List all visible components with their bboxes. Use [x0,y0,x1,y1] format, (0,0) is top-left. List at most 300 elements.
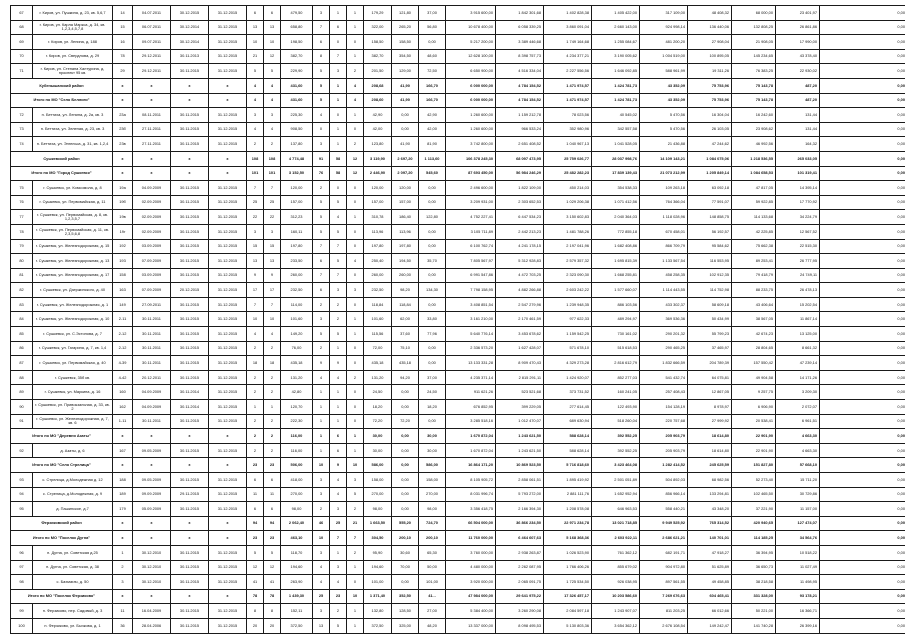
table-cell: 204 789,39 [688,356,732,371]
table-cell: 0 [347,414,364,429]
table-cell: 31.12.2015 [209,575,247,590]
table-cell: 265,20 [392,20,419,35]
table-cell: 20 [264,618,281,633]
table-cell: x [209,166,247,181]
table-cell: x [209,151,247,166]
table-cell: 354 538,33 [592,181,640,196]
table-cell: 09.07.2011 [133,35,171,50]
table-cell: 5 312 928,83 [496,254,544,269]
table-cell: 2 [313,341,330,356]
table-cell: 1 012 470,07 [496,414,544,429]
table-cell: 0 [330,35,347,50]
table-cell: 160 [113,385,133,400]
table-cell: 7 [330,239,347,254]
table-cell: 10 [347,458,364,473]
table-cell: 518 260,04 [592,414,640,429]
table-cell: x [171,516,209,531]
table-cell: 30.11.2015 [171,356,209,371]
table-cell: 2 697,20 [392,151,419,166]
table-cell: 1 [330,341,347,356]
table-cell: 31.12.2015 [209,400,247,415]
table-cell: 95,90 [364,545,392,560]
table-cell: 160,11 [281,224,313,239]
table-cell: 79 [11,239,33,254]
table-cell: 47 918,27 [688,545,732,560]
table-cell: 31.12.2015 [209,545,247,560]
table-cell: 966 533,24 [496,122,544,137]
table-cell: 5 130 803,36 [544,618,592,633]
table-cell: 2 446,90 [364,166,392,181]
table-cell: 2 [247,414,264,429]
table-cell: 3 [113,575,133,590]
table-cell: 18 [264,356,281,371]
table-cell: 0,00 [392,487,419,502]
table-cell: x [171,589,209,604]
table-cell: 1 439,30 [281,589,313,604]
table-cell: 7 798 158,95 [446,283,496,298]
table-cell: 186,40 [392,210,419,225]
table-cell: 71 [11,64,33,79]
table-cell: Итого по МО "Село Беллиги" [11,93,113,108]
table-cell: 0,00 [419,414,446,429]
table-cell: 18 [247,356,264,371]
table-cell: 11 498,95 [776,575,820,590]
table-cell: 24,50 [364,385,392,400]
table-cell: 2 197 041,96 [544,239,592,254]
table-cell: 1 627 428,07 [496,341,544,356]
table-cell: 4 [347,78,364,93]
table-row [11,254,905,269]
table-cell: 11 157,00 [776,502,820,517]
table-cell: 31.12.2015 [209,414,247,429]
table-cell: 0,00 [820,268,905,283]
table-cell: 48,20 [419,618,446,633]
table-cell: 93 [11,473,33,488]
table-cell: 29.12.2011 [133,49,171,64]
table-cell: 431,60 [281,78,313,93]
table-cell: 41,90 [392,78,419,93]
table-cell: 0,00 [820,545,905,560]
table-cell: 392 552,25 [592,429,640,444]
table-cell: 31.12.2015 [209,443,247,458]
table-cell: 2 [330,297,347,312]
table-cell: 2 262 087,95 [496,560,544,575]
table-cell: 12 628 100,00 [446,49,496,64]
table-cell: 8 105 905,72 [446,473,496,488]
table-cell: x [133,429,171,444]
table-cell: 23б [113,122,133,137]
table-cell: 506,00 [281,458,313,473]
table-cell: 26 777,95 [776,254,820,269]
table-cell: 6 000 000,00 [446,78,496,93]
table-cell: x [113,93,133,108]
table-cell: 95 [11,502,33,517]
table-cell: 75 753,96 [688,78,732,93]
table-cell: Итого по МО "Поселок Ферзиково" [11,589,113,604]
table-cell: 2-12 [113,327,133,342]
table-cell: г. Сушкевск, ул. Первомайская, д. 40 [33,356,113,371]
table-cell: 13 337 000,00 [446,618,496,633]
table-cell: п. Беттиха, ул. Ленина, д. 2а, кв. 3 [33,108,113,123]
table-cell: 588 628,14 [544,429,592,444]
table-cell: 30.11.2015 [171,297,209,312]
table-cell: 37,60 [392,327,419,342]
table-cell: 30.11.2015 [171,575,209,590]
table-cell: 78 [264,589,281,604]
table-cell: 78 [113,49,133,64]
table-cell: 3 [330,283,347,298]
table-cell: 77,96 [419,327,446,342]
table-cell: 31.12.2015 [209,327,247,342]
table-cell: 3 654 362,12 [592,618,640,633]
table-cell: 2 [313,297,330,312]
table-cell: 17 [247,283,264,298]
table-cell: 13 021 718,85 [592,516,640,531]
table-cell: 69 [11,35,33,50]
table-cell: 1 [247,400,264,415]
table-cell: 03.09.2009 [133,268,171,283]
table-cell: 270,00 [419,487,446,502]
table-cell: 101,60 [281,312,313,327]
table-cell: 0,00 [820,6,905,21]
table-cell: 30.11.2015 [171,312,209,327]
table-cell: 2 [247,137,264,152]
table-cell: 70,00 [392,560,419,575]
table-cell: 145 234,65 [732,49,776,64]
table-row [11,356,905,371]
table-cell: 131,20 [364,370,392,385]
table-cell: 1 405 422,00 [592,6,640,21]
table-row [11,473,905,488]
table-cell: 6 [264,6,281,21]
table-row [11,210,905,225]
table-cell: 18,20 [364,400,392,415]
table-cell: 133 294,81 [688,487,732,502]
table-cell: 17 326 457,17 [544,589,592,604]
table-cell: x [113,78,133,93]
table-cell: 0 [330,181,347,196]
table-cell: 1 424 781,73 [592,78,640,93]
table-cell: 166,70 [419,78,446,93]
table-cell: 2 [264,385,281,400]
table-cell: x [171,531,209,546]
table-cell: 4 235 371,14 [446,370,496,385]
table-cell: 1 239 948,35 [544,297,592,312]
table-cell: 2 603 922,11 [592,531,640,546]
table-cell: x [133,458,171,473]
table-cell: 31.12.2015 [209,268,247,283]
table-cell: 7 [313,20,330,35]
table-cell: 29 641 975,22 [496,589,544,604]
table-cell: 137,80 [281,137,313,152]
table-cell: 8 [313,49,330,64]
table-cell: 8 661,32 [776,341,820,356]
table-cell: 79 418,79 [732,268,776,283]
table-cell: 0 [347,181,364,196]
table-cell: 30,60 [392,545,419,560]
table-cell: 86 [11,341,33,356]
table-cell: 2 [347,137,364,152]
table-cell: 2 [313,502,330,517]
table-cell: 1 [347,108,364,123]
table-cell: 23 [330,589,347,604]
table-cell: 15 [247,239,264,254]
table-cell: 277 614,45 [544,400,592,415]
table-cell: 14 [113,6,133,21]
table-cell: 98,00 [281,502,313,517]
table-cell: 450 214,03 [544,181,592,196]
table-cell: 102 465,50 [732,487,776,502]
table-cell: 0,00 [419,356,446,371]
table-cell: 541 432,74 [640,370,688,385]
table-cell: 154 128,19 [640,400,688,415]
table-cell: 3 742 800,00 [446,137,496,152]
table-cell: п. Беттиха, ул. Энгельса, д. 31, кв. 1,2,4 [33,137,113,152]
table-cell: 38 218,58 [732,575,776,590]
table-cell: 0,00 [820,210,905,225]
table-cell: 141 740,28 [732,618,776,633]
table-cell: 36 394,95 [732,545,776,560]
table-cell: 82 [11,283,33,298]
table-cell: 6 650 900,00 [446,64,496,79]
table-cell: 2 [347,502,364,517]
table-cell: 15 [113,20,133,35]
table-cell: 3 [313,545,330,560]
table-cell: 225,30 [281,108,313,123]
table-cell: 1 040 967,13 [544,137,592,152]
table-cell: 3 [347,283,364,298]
table-cell: 108 [247,151,264,166]
table-cell: 208,68 [364,78,392,93]
table-cell: г. Сушкевск, ул. Дзержинского, д. 40 [33,283,113,298]
table-cell: 19в [113,210,133,225]
table-cell: 10 203 586,60 [592,589,640,604]
table-cell: 1 [347,604,364,619]
table-cell: 07.09.2009 [133,283,171,298]
table-cell: 31.12.2015 [209,64,247,79]
table-cell: 3 209,30 [776,385,820,400]
table-cell: 4 663,30 [776,429,820,444]
table-cell: x [209,458,247,473]
table-cell: 122,80 [419,210,446,225]
table-cell: 0 [347,35,364,50]
table-cell: 0,00 [392,429,419,444]
table-cell: 42,00 [364,122,392,137]
table-cell: 21 073 212,99 [640,166,688,181]
table-cell: 2 881 111,76 [544,487,592,502]
table-cell: 160 241,05 [592,385,640,400]
table-cell: 772 855,18 [592,224,640,239]
table-cell: 4 [313,108,330,123]
table-cell: 3 860 091,04 [544,20,592,35]
table-cell: 0,00 [820,560,905,575]
table-cell: 3 [247,224,264,239]
table-cell: 1 [313,385,330,400]
table-cell: 19б [113,195,133,210]
table-cell: 10 869 523,50 [496,458,544,473]
table-cell: 30,00 [419,429,446,444]
table-cell: 730 161,02 [592,327,640,342]
table-cell: 27 908,04 [688,35,732,50]
table-cell: 87 693 450,00 [446,166,496,181]
table-cell: 4 [313,575,330,590]
table-cell: 4 [247,122,264,137]
table-cell: 80 [11,254,33,269]
table-cell: 37,00 [419,370,446,385]
table-cell: 42 674,23 [732,327,776,342]
table-cell: 21 908,05 [732,35,776,50]
table-cell: 152,11 [281,604,313,619]
table-cell: 11 027,49 [776,560,820,575]
table-cell: 30.12.2015 [171,6,209,21]
table-cell: п. Беттиха, ул. Зеленая, д. 23, кв. 3 [33,122,113,137]
table-cell: 77 591,07 [688,195,732,210]
table-cell: 0 [347,356,364,371]
table-cell: 30.11.2011 [133,327,171,342]
table-cell: 2 072,07 [776,400,820,415]
table-cell: 6 [313,35,330,50]
table-cell: 3 356 418,75 [446,502,496,517]
table-cell: 76 [11,195,33,210]
table-cell: 1 [264,400,281,415]
table-cell: 31.12.2015 [209,35,247,50]
table-cell: 205 903,79 [640,429,688,444]
table-cell: 52 273,40 [732,473,776,488]
table-cell: 98 [11,575,33,590]
table-cell: 233,50 [281,254,313,269]
table-cell: 120,00 [392,181,419,196]
table-cell: 31.12.2015 [209,297,247,312]
table-row [11,20,905,35]
table-cell: 372,50 [364,618,392,633]
table-row [11,224,905,239]
table-cell: 22 515,30 [776,239,820,254]
table-cell: 418,00 [281,473,313,488]
table-cell: 148 858,75 [688,210,732,225]
table-cell: 49 458,85 [688,575,732,590]
table-cell: п. Дугна, ул. Советская д.25 [33,545,113,560]
table-cell: 2 [264,429,281,444]
table-cell: 07.09.2009 [133,254,171,269]
table-cell: 1 205 849,14 [688,166,732,181]
table-row [11,341,905,356]
table-cell: 1 [347,49,364,64]
table-cell: 167 [113,443,133,458]
subtotal-row [11,458,905,473]
table-cell: 16 304,04 [688,108,732,123]
table-cell: 2-11 [113,312,133,327]
table-cell: 3 [330,64,347,79]
table-cell: 29 [113,64,133,79]
table-cell: 158 [113,268,133,283]
table-cell: 0 [347,341,364,356]
table-row [11,575,905,590]
table-cell: 1 [347,327,364,342]
table-cell: 06.07.2011 [133,20,171,35]
table-cell: 36 [113,618,133,633]
table-cell: 1 071 412,56 [592,195,640,210]
table-cell: 4 [247,327,264,342]
table-cell: 0 [347,122,364,137]
table-cell: 24 749,11 [776,268,820,283]
table-cell: 0,00 [820,93,905,108]
table-cell: 1 652 952,94 [592,487,640,502]
table-cell: 312,23 [281,210,313,225]
table-cell: 131,44 [776,108,820,123]
table-cell: 78 [247,589,264,604]
table-cell: x [113,429,133,444]
table-cell: 72,00 [364,341,392,356]
table-cell: 1 577 660,07 [592,283,640,298]
table-cell: 23 [247,531,264,546]
table-cell: 0 [330,108,347,123]
table-cell: 0,00 [419,341,446,356]
table-cell: 3 423 464,08 [592,458,640,473]
table-cell: 31.12.2015 [209,356,247,371]
table-cell: с. Бахмагач, д. 50 [33,575,113,590]
table-cell: 30.11.2015 [171,181,209,196]
table-cell: 43 352,09 [640,78,688,93]
table-cell: 0,00 [820,297,905,312]
table-cell: 9 [330,356,347,371]
table-cell: 15 711,20 [776,473,820,488]
table-cell: 114,00 [281,297,313,312]
table-cell: 4 [247,78,264,93]
table-cell: 420 940,65 [732,516,776,531]
table-cell: 555,20 [392,516,419,531]
table-cell: 83 [11,297,33,312]
table-cell: 30.11.2015 [171,108,209,123]
table-cell: г. Сушкевск, ул. Железнодорожная, д. 15 [33,239,113,254]
table-cell: 20.12.2011 [133,370,171,385]
table-cell: 22 901,90 [732,443,776,458]
table-cell: 6 906,90 [732,400,776,415]
table-cell: 2 [247,429,264,444]
table-cell: 75 [11,181,33,196]
table-cell: 0,00 [820,151,905,166]
table-cell: 94 [11,487,33,502]
subtotal-row [11,589,905,604]
table-cell: 81,90 [419,137,446,152]
table-cell: 30.11.2015 [171,370,209,385]
table-cell: 3 105 711,89 [446,224,496,239]
table-cell: 4 [264,327,281,342]
table-cell: x [209,516,247,531]
table-cell: 2 [347,545,364,560]
table-cell: 3 285 518,16 [446,414,496,429]
table-cell: 5 [330,618,347,633]
table-cell: 208,60 [364,93,392,108]
table-cell: 2 442 213,23 [496,224,544,239]
table-cell: 30.12.2010 [133,545,171,560]
table-cell: 188 [113,473,133,488]
table-cell: 6 464 607,63 [496,531,544,546]
table-cell: 43 348,20 [688,502,732,517]
table-cell: 108 [264,151,281,166]
table-cell: 2 651 408,52 [496,137,544,152]
table-cell: 5 793 272,00 [496,487,544,502]
table-cell: 897 561,55 [640,575,688,590]
table-cell: 2-12 [113,341,133,356]
table-cell: 26 399,16 [776,618,820,633]
table-cell: 0,00 [820,166,905,181]
table-cell: 12 [347,151,364,166]
table-cell: 1 [313,429,330,444]
table-cell: п. Дугна, ул. Советская, д. 38 [33,560,113,575]
table-cell: x [113,531,133,546]
table-cell: 3 [313,487,330,502]
table-cell: 30,00 [364,443,392,458]
